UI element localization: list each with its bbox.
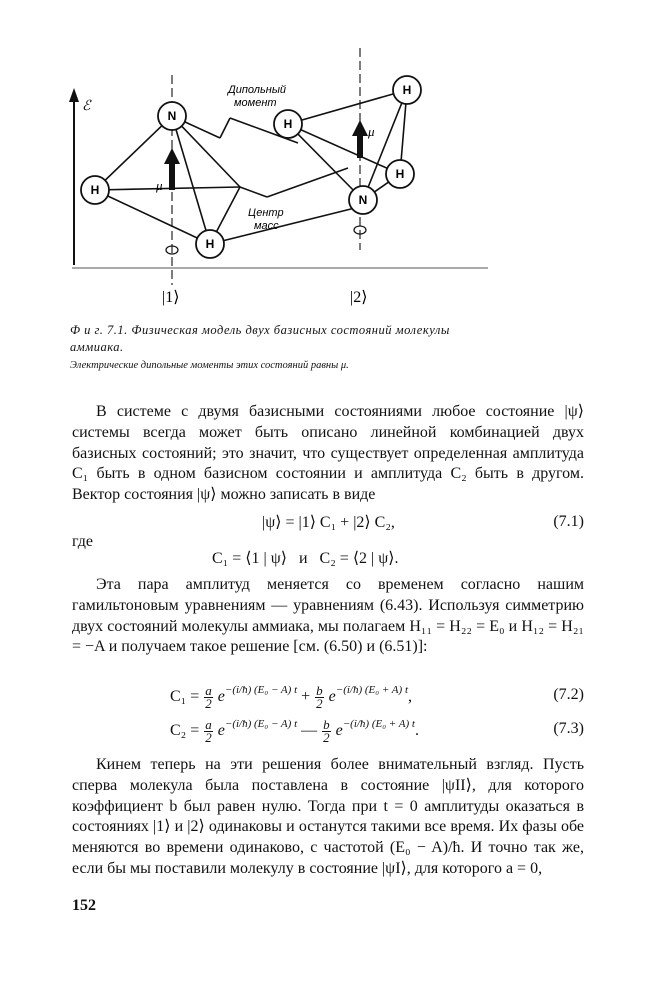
svg-text:момент: момент: [234, 97, 277, 109]
equation-7-2-number: (7.2): [553, 686, 584, 703]
svg-text:H: H: [402, 83, 412, 97]
svg-text:μ: μ: [368, 124, 375, 139]
svg-text:масс: масс: [254, 220, 279, 232]
svg-text:H: H: [395, 167, 405, 181]
equation-7-3-number: (7.3): [553, 720, 584, 737]
figure-caption-note: Электрические дипольные моменты этих состояний равны μ.: [70, 360, 349, 371]
where-word: где: [72, 533, 94, 550]
svg-text:N: N: [358, 193, 368, 207]
paragraph-1: В системе с двумя базисными состояниями любое состояние |ψ⟩ системы всегда может быть описано линейной комбинацией двух базисных состояний; это значит, что существует определенная амплитуда C₁ быть в одном базисном состоянии и амплитуда C₂ быть в другом. Вектор состояния |ψ⟩ можно записать в виде: [72, 403, 584, 504]
ammonia-molecule-figure: [60, 40, 490, 315]
svg-text:H: H: [283, 117, 293, 131]
state-2-label: |2⟩: [350, 289, 368, 306]
equation-7-1-number: (7.1): [553, 513, 584, 530]
svg-text:N: N: [167, 109, 177, 123]
amplitude-definitions: C₁ = ⟨1 | ψ⟩ и C₂ = ⟨2 | ψ⟩.: [212, 550, 399, 567]
center-label: Центр: [248, 207, 284, 219]
paragraph-2: Эта пара амплитуд меняется со временем согласно нашим гамильтоновым уравнениям — уравнениям (6.43). Используя симметрию двух состояний молекулы аммиака, мы полагаем H₁₁ = H₂₂ = E₀ и H₁₂ = H₂₁ = −A и получаем такое решение [см. (6.50) и (6.51)]:: [72, 576, 584, 656]
equation-7-3: C₂ = $\frac{a}{2}$ $e^{-(i/ħ) (E_0 - A) t}$ — $\frac{b}{2}$ $e^{-(i/ħ) (E_0 + A) t}$.: [170, 716, 419, 745]
paragraph-3: Кинем теперь на эти решения более внимательный взгляд. Пусть сперва молекула была поставлена в состояние |ψII⟩, для которого коэффициент b был равен нулю. Тогда при t = 0 амплитуды оказаться в состояниях |1⟩ и |2⟩ одинаковы и останутся такими все время. Их фазы обе меняются во времени одинаково, с частотой (E₀ − A)/ħ. И точно так же, если бы мы поставили молекулу в состояние |ψI⟩, для которого a = 0,: [72, 756, 584, 877]
energy-axis-arrow: [69, 88, 79, 102]
dipole-arrow-1: [169, 160, 175, 190]
figure-caption: Ф и г. 7.1. Физическая модель двух базисных состояний молекулы аммиака.: [70, 323, 450, 354]
dipole-label: Дипольный: [228, 84, 287, 96]
equation-7-1: |ψ⟩ = |1⟩ C₁ + |2⟩ C₂,: [262, 514, 395, 531]
svg-text:H: H: [205, 237, 215, 251]
state-1-label: |1⟩: [162, 289, 180, 306]
equation-7-2: C₁ = $\frac{a}{2}$ $e^{-(i/ħ) (E_0 - A) t}$ + $\frac{b}{2}$ $e^{-(i/ħ) (E_0 + A) t}$,: [170, 682, 412, 711]
energy-axis-label: ℰ: [82, 99, 91, 114]
page-number: 152: [72, 897, 96, 914]
svg-text:H: H: [90, 183, 100, 197]
svg-text:μ: μ: [156, 178, 163, 193]
